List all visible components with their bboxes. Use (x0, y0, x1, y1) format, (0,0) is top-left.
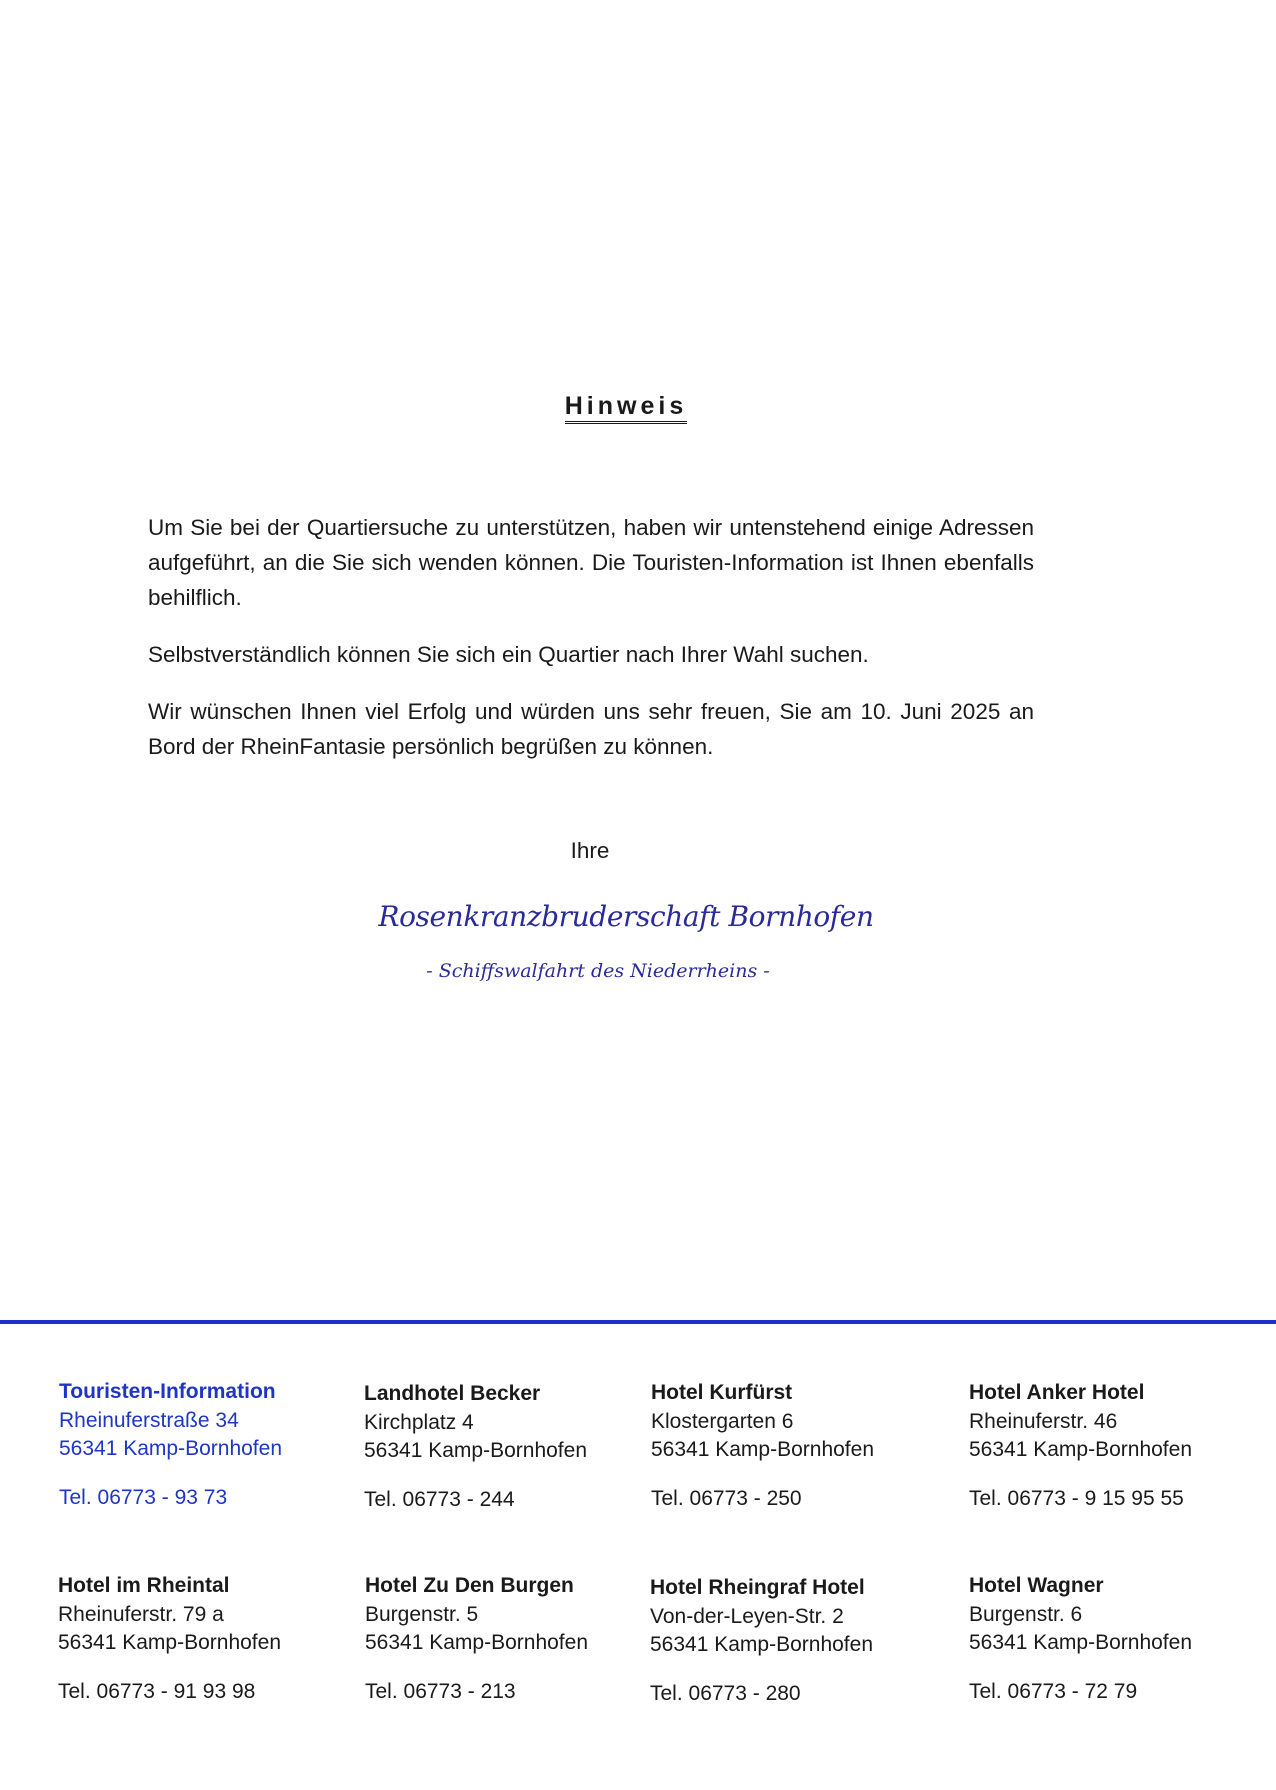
address-block-tourist-info (59, 1378, 282, 1512)
address-street: Burgenstr. 5 (365, 1602, 479, 1626)
signature-main: Rosenkranzbruderschaft Bornhofen (378, 900, 874, 933)
address-tel: Tel. 06773 - 244 (364, 1487, 515, 1511)
address-name: Hotel Anker Hotel (969, 1381, 1145, 1404)
address-tel: Tel. 06773 - 9 15 95 55 (969, 1486, 1184, 1510)
address-city: 56341 Kamp-Bornhofen (364, 1439, 587, 1462)
address-street: Rheinuferstraße 34 (59, 1408, 239, 1432)
address-street: Rheinuferstr. 79 a (58, 1602, 224, 1626)
paragraph-intro: Um Sie bei der Quartiersuche zu unterstützen, haben wir untenstehend einige Adressen aufgeführt, an die Sie sich wenden können. Die Touristen-Information ist Ihnen ebenfalls behilflich. (148, 515, 1034, 610)
address-city: 56341 Kamp-Bornhofen (365, 1631, 588, 1654)
address-city: 56341 Kamp-Bornhofen (650, 1633, 873, 1656)
body-text (148, 510, 1034, 786)
address-tel: Tel. 06773 - 213 (365, 1679, 516, 1703)
closing: Ihre (570, 838, 610, 863)
page-title-text: Hinweis (565, 392, 687, 424)
address-city: 56341 Kamp-Bornhofen (969, 1631, 1192, 1654)
address-block-hotel-kurfuerst (651, 1379, 874, 1513)
address-name: Hotel Wagner (969, 1574, 1104, 1597)
address-block-hotel-rheingraf (650, 1574, 873, 1708)
address-city: 56341 Kamp-Bornhofen (651, 1438, 874, 1461)
paragraph-wishes: Wir wünschen Ihnen viel Erfolg und würden uns sehr freuen, Sie am 10. Juni 2025 an Bord der RheinFantasie persönlich begrüßen zu können. (148, 699, 1034, 759)
address-name: Touristen-Information (59, 1380, 276, 1403)
address-street: Kirchplatz 4 (364, 1410, 474, 1434)
address-block-hotel-wagner (969, 1572, 1192, 1706)
address-block-hotel-anker (969, 1379, 1192, 1513)
address-name: Landhotel Becker (364, 1382, 541, 1405)
address-name: Hotel Zu Den Burgen (365, 1574, 574, 1597)
address-tel: Tel. 06773 - 72 79 (969, 1679, 1138, 1703)
address-tel: Tel. 06773 - 280 (650, 1681, 801, 1705)
address-tel: Tel. 06773 - 91 93 98 (58, 1679, 256, 1703)
paragraph-choice: Selbstverständlich können Sie sich ein Quartier nach Ihrer Wahl suchen. (148, 642, 869, 667)
divider-line (0, 1320, 1276, 1324)
address-street: Klostergarten 6 (651, 1409, 794, 1433)
address-name: Hotel Rheingraf Hotel (650, 1576, 865, 1599)
address-street: Rheinuferstr. 46 (969, 1409, 1118, 1433)
address-block-landhotel-becker (364, 1380, 587, 1514)
address-street: Burgenstr. 6 (969, 1602, 1083, 1626)
address-tel: Tel. 06773 - 250 (651, 1486, 802, 1510)
address-city: 56341 Kamp-Bornhofen (969, 1438, 1192, 1461)
address-city: 56341 Kamp-Bornhofen (58, 1631, 281, 1654)
address-name: Hotel im Rheintal (58, 1574, 230, 1597)
signature-sub: - Schiffswalfahrt des Niederrheins - (426, 960, 770, 982)
page-title (0, 392, 1252, 421)
address-street: Von-der-Leyen-Str. 2 (650, 1604, 844, 1628)
address-tel: Tel. 06773 - 93 73 (59, 1485, 228, 1509)
address-block-hotel-zu-den-burgen (365, 1572, 588, 1706)
address-name: Hotel Kurfürst (651, 1381, 793, 1404)
address-block-hotel-im-rheintal (58, 1572, 281, 1706)
address-city: 56341 Kamp-Bornhofen (59, 1437, 282, 1460)
